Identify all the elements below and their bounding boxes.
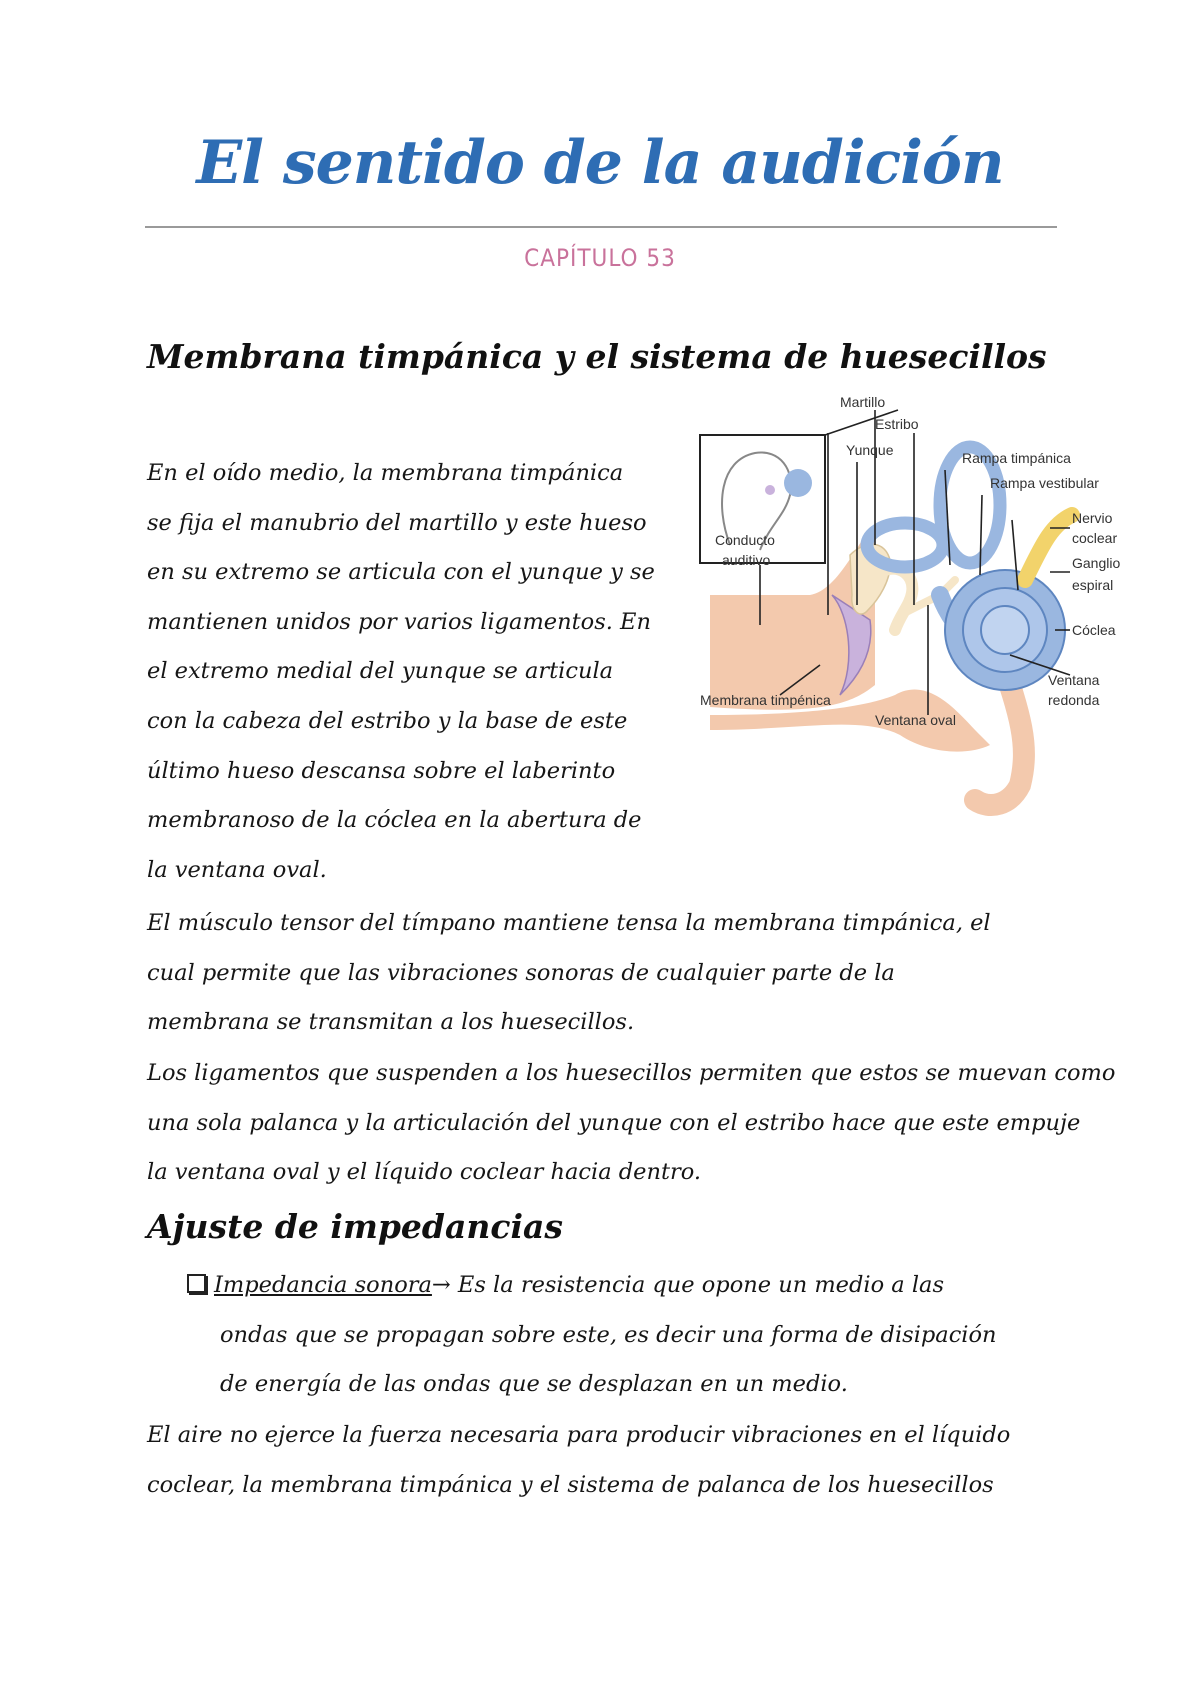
label-redonda: redonda [1048, 692, 1100, 708]
label-coclea: Cóclea [1072, 622, 1116, 638]
text-line: con la cabeza del estribo y la base de este [147, 707, 628, 734]
bullet-impedancia [187, 1261, 997, 1410]
bullet-text: Es la resistencia que opone un medio a las [450, 1272, 945, 1298]
label-martillo: Martillo [840, 394, 886, 410]
label-coclear: coclear [1072, 530, 1118, 546]
cochlea-turn-3 [981, 606, 1029, 654]
label-membrana-timpanica: Membrana timpénica [700, 692, 831, 708]
label-auditivo: auditivo [722, 552, 771, 568]
text-line: de energía de las ondas que se desplazan en un medio. [220, 1371, 848, 1398]
text-line: Los ligamentos que suspenden a los huesecillos permiten que estos se muevan como [147, 1060, 1116, 1086]
label-ventana-oval: Ventana oval [875, 712, 956, 728]
text-line: El músculo tensor del tímpano mantiene tensa la membrana timpánica, el [147, 910, 991, 936]
text-line: mantienen unidos por varios ligamentos. En [147, 608, 651, 635]
label-ganglio: Ganglio [1072, 555, 1121, 571]
inset-cochlea [784, 469, 812, 497]
text-line: El aire no ejerce la fuerza necesaria para producir vibraciones en el líquido [147, 1422, 1011, 1448]
label-nervio: Nervio [1072, 510, 1113, 526]
arrow-icon: → [431, 1272, 451, 1298]
title-divider [145, 226, 1057, 228]
label-ventana: Ventana [1048, 672, 1100, 688]
text-line: membrana se transmitan a los huesecillos. [147, 1009, 635, 1036]
paragraph-ligamentos [147, 1049, 1115, 1198]
text-line: En el oído medio, la membrana timpánica [147, 460, 624, 486]
label-rampa-vestibular: Rampa vestibular [990, 475, 1099, 491]
paragraph-intro [147, 449, 655, 895]
section-heading-membrana: Membrana timpánica y el sistema de huesecillos [147, 337, 1047, 376]
text-line: una sola palanca y la articulación del yunque con el estribo hace que este empuje [147, 1109, 1081, 1136]
paragraph-tensor [147, 899, 991, 1048]
incus-shape [885, 569, 912, 630]
text-line: último hueso descansa sobre el laberinto [147, 757, 616, 784]
text-line: se fija el manubrio del martillo y este hueso [147, 509, 647, 536]
text-line: ondas que se propagan sobre este, es decir una forma de disipación [220, 1321, 997, 1348]
paragraph-aire [147, 1411, 1010, 1510]
inset-ossicles [765, 485, 775, 495]
text-line: coclear, la membrana timpánica y el sistema de palanca de los huesecillos [147, 1471, 994, 1498]
text-line: el extremo medial del yunque se articula [147, 658, 614, 685]
chapter-label: CAPÍTULO 53 [524, 244, 676, 272]
text-line: en su extremo se articula con el yunque y se [147, 559, 655, 586]
label-conducto: Conducto [715, 532, 775, 548]
cochlear-nerve-shape [1025, 515, 1072, 580]
text-line: cual permite que las vibraciones sonoras de cualquier parte de la [147, 959, 895, 986]
bullet-term: Impedancia sonora [214, 1272, 432, 1298]
ear-anatomy-figure [700, 394, 1170, 815]
label-espiral: espiral [1072, 577, 1114, 593]
label-rampa-timpanica: Rampa timpánica [962, 450, 1071, 466]
text-line: la ventana oval. [147, 856, 327, 883]
label-estribo: Estribo [875, 416, 919, 432]
section-heading-impedancias: Ajuste de impedancias [147, 1207, 563, 1246]
label-yunque: Yunque [846, 442, 894, 458]
text-line: la ventana oval y el líquido coclear hacia dentro. [147, 1159, 702, 1186]
text-line: membranoso de la cóclea en la abertura de [147, 807, 642, 834]
checkbox-bullet-icon [187, 1274, 206, 1293]
page-title: El sentido de la audición [196, 128, 1004, 198]
